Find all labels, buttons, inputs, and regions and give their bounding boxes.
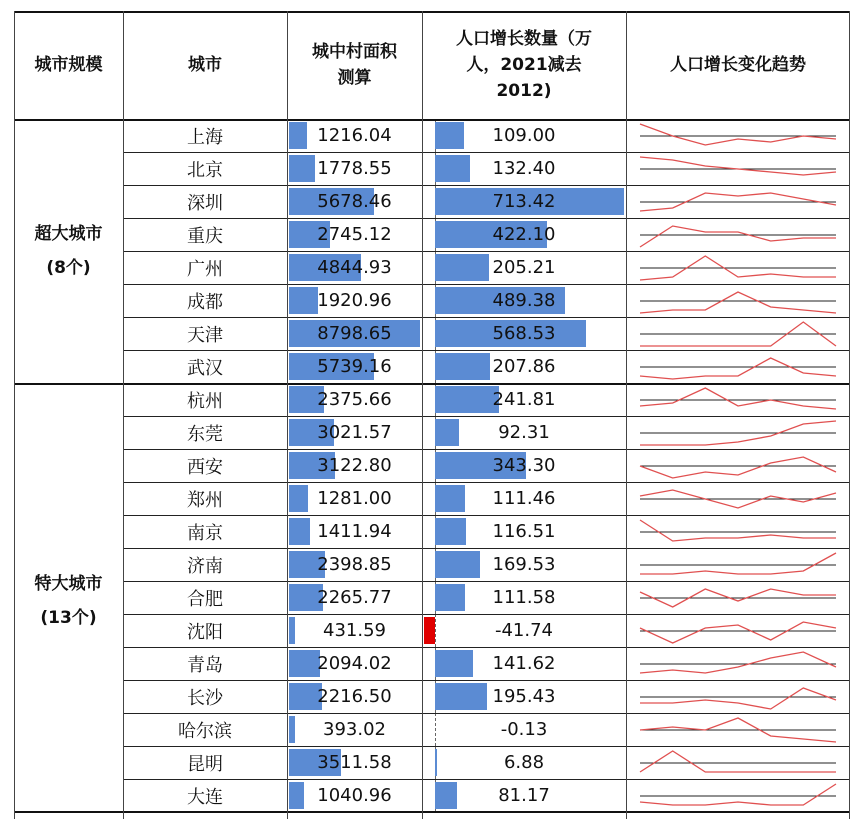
growth-cell: [422, 383, 626, 416]
city-name: 合肥: [187, 588, 223, 610]
header-growth-line-3: 2012): [496, 81, 552, 101]
row-divider: [123, 218, 850, 219]
trend-sparkline: [626, 350, 850, 383]
growth-cell: [422, 680, 626, 713]
trend-chart: [626, 152, 850, 185]
area-value: 8798.65: [317, 323, 392, 344]
row-divider: [123, 284, 850, 285]
header-city: 城市: [188, 55, 222, 75]
city-name: 武汉: [187, 357, 223, 379]
row-divider: [123, 185, 850, 186]
city-name: 昆明: [187, 753, 223, 775]
trend-sparkline: [626, 746, 850, 779]
trend-chart: [626, 482, 850, 515]
area-value: 2375.66: [317, 389, 392, 410]
city-name: 南京: [187, 522, 223, 544]
header-growth-line-2: 人，2021减去: [466, 55, 582, 75]
city-name: 成都: [187, 291, 223, 313]
table-bottom-border: [14, 811, 850, 813]
header-area: [287, 11, 422, 119]
growth-value: 132.40: [492, 158, 556, 179]
trend-chart: [626, 284, 850, 317]
area-value: 431.59: [323, 620, 386, 641]
row-divider: [123, 317, 850, 318]
trend-chart: [626, 416, 850, 449]
population-table: [14, 11, 850, 819]
trend-line: [640, 124, 836, 145]
row-divider: [123, 482, 850, 483]
trend-sparkline: [626, 449, 850, 482]
city-name: 上海: [187, 126, 223, 148]
column-divider: [287, 11, 288, 819]
trend-line: [640, 226, 836, 247]
growth-value: 116.51: [492, 521, 556, 542]
growth-cell: [422, 416, 626, 449]
growth-value: 109.00: [492, 125, 556, 146]
group-megacity: [14, 119, 123, 383]
growth-cell: [422, 779, 626, 812]
area-cell: [287, 746, 422, 779]
city-name: 济南: [187, 555, 223, 577]
header-growth-line-1: 人口增长数量（万: [456, 29, 592, 49]
growth-cell: [422, 185, 626, 218]
growth-cell: [422, 119, 626, 152]
city-name: 沈阳: [187, 621, 223, 643]
trend-chart: [626, 713, 850, 746]
table-top-border: [14, 11, 850, 13]
trend-sparkline: [626, 548, 850, 581]
growth-cell: [422, 746, 626, 779]
header-area-line-1: 城中村面积: [312, 42, 397, 62]
area-cell: [287, 350, 422, 383]
area-cell: [287, 119, 422, 152]
trend-sparkline: [626, 284, 850, 317]
area-value: 393.02: [323, 719, 386, 740]
trend-sparkline: [626, 218, 850, 251]
trend-sparkline: [626, 614, 850, 647]
area-cell: [287, 581, 422, 614]
area-value: 5739.16: [317, 356, 392, 377]
group-large-city: [14, 383, 123, 819]
trend-line: [640, 652, 836, 673]
row-divider: [123, 746, 850, 747]
area-value: 1920.96: [317, 290, 392, 311]
row-divider: [123, 251, 850, 252]
trend-sparkline: [626, 152, 850, 185]
growth-value: 81.17: [498, 785, 550, 806]
trend-chart: [626, 581, 850, 614]
trend-sparkline: [626, 185, 850, 218]
row-divider: [123, 449, 850, 450]
trend-chart: [626, 746, 850, 779]
trend-line: [640, 751, 836, 772]
area-cell: [287, 383, 422, 416]
trend-line: [640, 688, 836, 709]
growth-value: 489.38: [492, 290, 556, 311]
city-name: 深圳: [187, 192, 223, 214]
trend-chart: [626, 383, 850, 416]
row-divider: [123, 548, 850, 549]
trend-sparkline: [626, 119, 850, 152]
area-cell: [287, 614, 422, 647]
trend-sparkline: [626, 647, 850, 680]
growth-value: 422.10: [492, 224, 556, 245]
area-cell: [287, 713, 422, 746]
trend-sparkline: [626, 581, 850, 614]
column-divider: [14, 11, 15, 819]
row-divider: [123, 614, 850, 615]
trend-sparkline: [626, 779, 850, 812]
trend-chart: [626, 680, 850, 713]
area-value: 1778.55: [317, 158, 392, 179]
area-cell: [287, 515, 422, 548]
trend-chart: [626, 218, 850, 251]
trend-chart: [626, 515, 850, 548]
trend-chart: [626, 449, 850, 482]
growth-cell: [422, 713, 626, 746]
trend-line: [640, 553, 836, 574]
row-divider: [123, 152, 850, 153]
growth-value: 241.81: [492, 389, 556, 410]
trend-sparkline: [626, 515, 850, 548]
growth-value: 111.46: [492, 488, 556, 509]
growth-cell: [422, 548, 626, 581]
header-trend: 人口增长变化趋势: [670, 55, 806, 75]
column-divider: [422, 11, 423, 819]
growth-cell: [422, 581, 626, 614]
city-name: 广州: [187, 258, 223, 280]
group-large-city-name: 特大城市: [34, 574, 103, 594]
row-divider: [123, 581, 850, 582]
growth-value: 568.53: [492, 323, 556, 344]
area-cell: [287, 317, 422, 350]
area-value: 3122.80: [317, 455, 392, 476]
growth-cell: [422, 317, 626, 350]
row-divider: [123, 713, 850, 714]
trend-line: [640, 292, 836, 313]
trend-sparkline: [626, 251, 850, 284]
row-divider: [123, 350, 850, 351]
growth-value: -0.13: [500, 719, 548, 740]
city-name: 天津: [187, 324, 223, 346]
area-cell: [287, 548, 422, 581]
trend-chart: [626, 350, 850, 383]
column-divider: [849, 11, 850, 819]
trend-chart: [626, 251, 850, 284]
header-growth: [422, 11, 626, 119]
city-name: 长沙: [187, 687, 223, 709]
growth-cell: [422, 482, 626, 515]
area-cell: [287, 251, 422, 284]
city-name: 青岛: [187, 654, 223, 676]
growth-cell: [422, 449, 626, 482]
growth-cell: [422, 284, 626, 317]
header-scale: 城市规模: [34, 55, 103, 75]
growth-value: 6.88: [503, 752, 545, 773]
group-divider: [14, 383, 850, 385]
area-value: 1040.96: [317, 785, 392, 806]
column-divider: [626, 11, 627, 819]
row-divider: [123, 680, 850, 681]
trend-chart: [626, 647, 850, 680]
growth-cell: [422, 614, 626, 647]
trend-line: [640, 622, 836, 643]
group-megacity-count: (8个): [46, 258, 91, 278]
growth-cell: [422, 515, 626, 548]
row-divider: [123, 515, 850, 516]
area-cell: [287, 152, 422, 185]
row-divider: [123, 779, 850, 780]
growth-cell: [422, 251, 626, 284]
growth-value: 111.58: [492, 587, 556, 608]
growth-value: 141.62: [492, 653, 556, 674]
trend-chart: [626, 185, 850, 218]
city-name: 北京: [187, 159, 223, 181]
city-name: 杭州: [187, 390, 223, 412]
trend-chart: [626, 614, 850, 647]
area-value: 2398.85: [317, 554, 392, 575]
trend-line: [640, 457, 836, 478]
header-area-line-2: 测算: [337, 68, 372, 88]
growth-value: 169.53: [492, 554, 556, 575]
row-divider: [123, 647, 850, 648]
trend-line: [640, 358, 836, 379]
area-cell: [287, 647, 422, 680]
area-value: 1281.00: [317, 488, 392, 509]
trend-chart: [626, 548, 850, 581]
city-name: 大连: [187, 786, 223, 808]
growth-value: -41.74: [494, 620, 554, 641]
column-divider: [123, 11, 124, 819]
row-divider: [123, 416, 850, 417]
trend-sparkline: [626, 713, 850, 746]
growth-value: 92.31: [498, 422, 550, 443]
trend-sparkline: [626, 383, 850, 416]
group-large-city-count: (13个): [40, 608, 97, 628]
area-cell: [287, 779, 422, 812]
trend-chart: [626, 779, 850, 812]
group-megacity-name: 超大城市: [34, 224, 103, 244]
trend-sparkline: [626, 482, 850, 515]
growth-cell: [422, 152, 626, 185]
trend-sparkline: [626, 680, 850, 713]
header-bottom-border: [14, 119, 850, 121]
area-cell: [287, 680, 422, 713]
area-value: 5678.46: [317, 191, 392, 212]
growth-cell: [422, 647, 626, 680]
area-value: 2216.50: [317, 686, 392, 707]
area-cell: [287, 218, 422, 251]
trend-line: [640, 388, 836, 409]
area-value: 2094.02: [317, 653, 392, 674]
area-value: 1411.94: [317, 521, 392, 542]
area-value: 2745.12: [317, 224, 392, 245]
growth-value: 205.21: [492, 257, 556, 278]
trend-chart: [626, 317, 850, 350]
growth-cell: [422, 218, 626, 251]
trend-sparkline: [626, 317, 850, 350]
trend-line: [640, 784, 836, 805]
city-name: 哈尔滨: [178, 720, 232, 742]
trend-line: [640, 157, 836, 175]
area-value: 3511.58: [317, 752, 392, 773]
city-name: 东莞: [187, 423, 223, 445]
city-name: 西安: [187, 456, 223, 478]
area-value: 2265.77: [317, 587, 392, 608]
city-name: 重庆: [187, 225, 223, 247]
area-value: 3021.57: [317, 422, 392, 443]
growth-cell: [422, 350, 626, 383]
area-value: 1216.04: [317, 125, 392, 146]
area-cell: [287, 284, 422, 317]
growth-value: 195.43: [492, 686, 556, 707]
trend-line: [640, 520, 836, 541]
city-name: 郑州: [187, 489, 223, 511]
area-cell: [287, 416, 422, 449]
area-cell: [287, 185, 422, 218]
growth-value: 207.86: [492, 356, 556, 377]
area-cell: [287, 482, 422, 515]
area-value: 4844.93: [317, 257, 392, 278]
growth-value: 343.30: [492, 455, 556, 476]
trend-chart: [626, 119, 850, 152]
trend-sparkline: [626, 416, 850, 449]
growth-value: 713.42: [492, 191, 556, 212]
area-cell: [287, 449, 422, 482]
